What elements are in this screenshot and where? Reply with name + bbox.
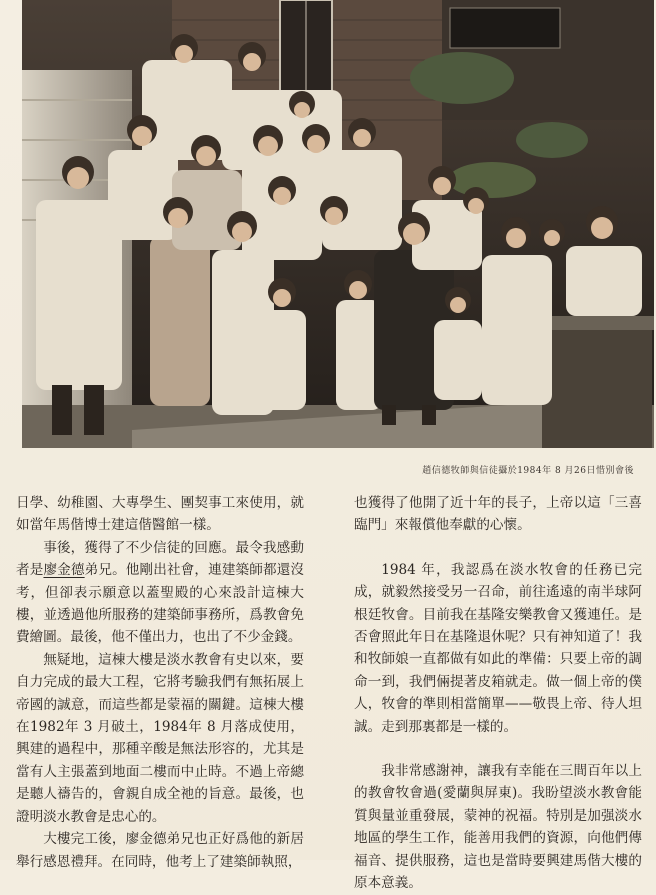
paragraph: 大樓完工後，廖金德弟兄也正好爲他的新居舉行感恩禮拜。在同時，他考上了建築師執照， [16,831,304,870]
person-name: 廖金德 [43,562,85,579]
right-text-column [354,492,642,895]
paragraph: 日學、幼稚園、大專學生、團契事工來使用，就如當年馬偕博士建這偕醫館一樣。 [16,495,304,534]
paragraph: 也獲得了他開了近十年的長子，上帝以這「三喜臨門」來報償他奉獻的心懷。 [354,495,642,534]
group-photo-illustration [22,0,654,448]
paragraph: 無疑地，這棟大樓是淡水教會有史以來，要自力完成的最大工程，它將考驗我們有無拓展上帝國的誠意，而這些都是蒙福的關鍵。這棟大樓在1982年 3 月破土，1984年 8 月落成使用，興建的過程中，那種辛酸是無法形容的，尤其是當有人主張蓋到地面二樓而中止時。不過上帝總是聽人禱告的，會親自成全祂的旨意。最後，也證明淡水教會是忠心的。 [16,651,304,825]
paragraph-gap [354,537,642,559]
paragraph: 我非常感謝神，讓我有幸能在三間百年以上的教會牧會過(愛蘭與屏東)。我盼望淡水教會能質與量並重發展，蒙神的祝福。特別是加强淡水地區的學生工作，能善用我們的資源，向他們傳福音、提供服務，這也是當時要興建馬偕大樓的原本意義。 [354,763,642,892]
paragraph: 1984 年，我認爲在淡水牧會的任務已完成，就毅然接受另一召命，前往遙遠的南半球阿根廷牧會。目前我在基隆安樂教會又獲連任。是否會照此年日在基隆退休呢？只有神知道了！我和牧師娘一直都做有如此的準備：只要上帝的調命一到，我們倆提著皮箱就走。做一個上帝的僕人，牧會的準則相當簡單——敬畏上帝、待人坦誠。走到那裏都是一樣的。 [354,561,642,735]
text-span: 弟兄。他剛出社會，連建築師都還沒考，但卻表示願意以蓋聖殿的心來設計這棟大樓，並透過他所服務的建築師事務所，爲教會免費繪圖。最後，他不僅出力，也出了不少金錢。 [16,562,305,646]
left-text-column [16,492,304,873]
paragraph-gap [354,738,642,760]
group-photo [22,0,654,448]
text-span: 事後，獲得了不少信徒的回應。最令我感動者是 [16,539,304,579]
photo-caption: 趙信德牧師與信徒攝於1984年 8 月26日惜別會後 [422,466,634,476]
paragraph [16,537,304,649]
